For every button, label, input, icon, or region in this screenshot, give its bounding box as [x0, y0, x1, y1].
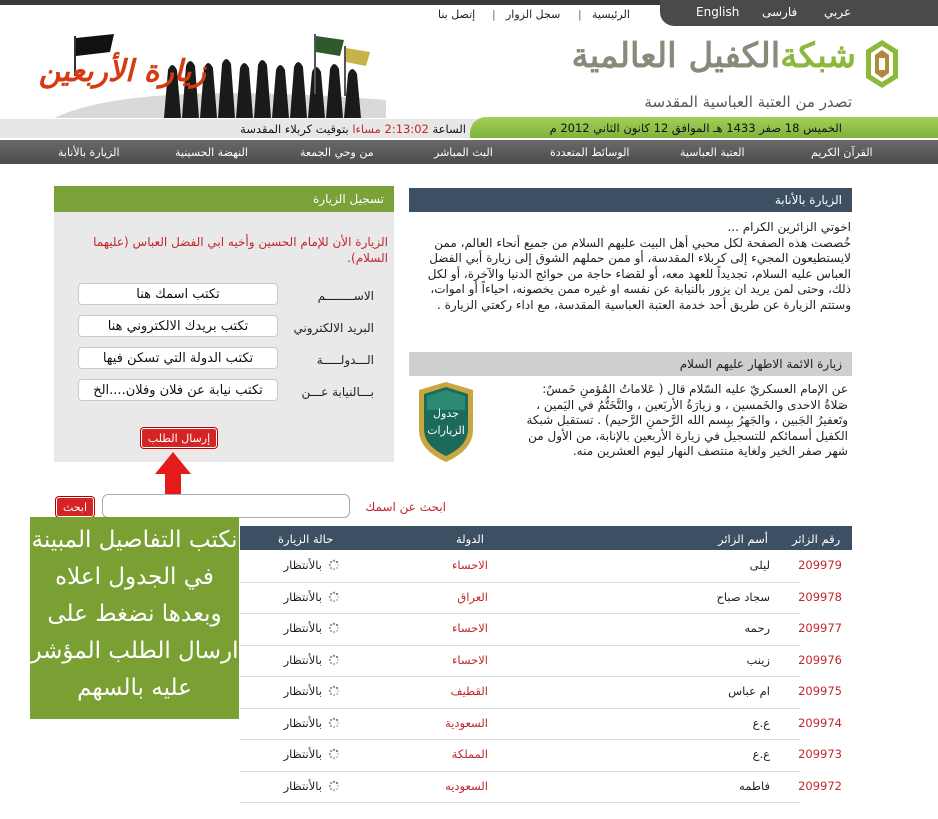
visit-greeting: اخوتي الزائرين الكرام ...	[727, 220, 851, 234]
visitor-number: 209976	[798, 652, 842, 667]
visitor-country: الاحساء	[451, 621, 488, 635]
visitor-number: 209973	[798, 747, 842, 761]
visitor-number: 209972	[798, 778, 842, 793]
visitor-name: فاطمه	[739, 778, 770, 793]
visitor-name: سجاد صباح	[716, 589, 770, 604]
instruction-text: نكتب التفاصيل المبينة في الجدول اعلاه وبعدها نضغط على ارسال الطلب المؤشر عليه بالسهم	[30, 527, 239, 701]
search-label: ابحث عن اسمك	[365, 500, 446, 514]
col-header-country: الدولة	[456, 532, 484, 546]
visitor-number: 209975	[798, 684, 842, 698]
pending-spinner-icon	[328, 717, 340, 729]
pending-spinner-icon	[328, 748, 340, 760]
time-suffix: بتوقيت كربلاء المقدسة	[240, 122, 349, 136]
pending-spinner-icon	[328, 622, 340, 634]
nav-abbas-shrine[interactable]: العتبة العباسية	[680, 146, 745, 159]
karbala-time	[160, 122, 466, 136]
pending-spinner-icon	[328, 591, 340, 603]
visit-status: بالأنتظار	[283, 684, 322, 698]
site-name-grey: الكفيل العالمية	[571, 36, 781, 76]
visitor-number: 209978	[798, 589, 842, 604]
row-divider	[240, 771, 800, 772]
topnav-contact-link[interactable]: إتصل بنا	[438, 8, 476, 21]
visitor-country: السعوديه	[445, 778, 488, 793]
row-divider	[240, 739, 800, 740]
col-header-num: رقم الزائر	[792, 532, 841, 546]
pending-spinner-icon	[328, 685, 340, 697]
on-behalf-label: بـــالنيابة عـــن	[301, 385, 374, 399]
col-header-name: أسم الزائر	[718, 532, 768, 546]
row-divider	[240, 613, 800, 614]
visit-status: بالأنتظار	[283, 652, 322, 667]
visits-schedule-badge[interactable]	[415, 380, 477, 464]
topnav-guestbook-link[interactable]: سجل الزوار	[506, 8, 561, 21]
row-divider	[240, 708, 800, 709]
language-bar	[660, 0, 938, 26]
visitor-number: 209979	[798, 558, 842, 572]
visitor-name: زينب	[746, 652, 770, 667]
visitor-country: الاحساء	[451, 558, 488, 572]
pending-spinner-icon	[328, 654, 340, 666]
row-divider	[240, 582, 800, 583]
badge-line1: جدول	[433, 407, 459, 420]
nav-quran[interactable]: القرآن الكريم	[811, 146, 873, 159]
proxy-visit-header: الزيارة بالأنابة	[409, 188, 852, 212]
visitor-country: السعودية	[445, 715, 488, 730]
site-tagline: تصدر من العتبة العباسية المقدسة	[644, 93, 852, 111]
email-label: البريد الالكتروني	[293, 321, 374, 335]
hijri-gregorian-date: الخميس 18 صفر 1433 هـ الموافق 12 كانون الثاني 2012 م	[549, 121, 842, 135]
visit-status: بالأنتظار	[283, 621, 322, 635]
visit-status: بالأنتظار	[283, 778, 322, 793]
country-label: الـــدولـــــة	[316, 353, 374, 367]
visitor-name: رحمه	[744, 621, 770, 635]
nav-multimedia[interactable]: الوسائط المتعددة	[550, 146, 630, 159]
country-input[interactable]	[78, 347, 278, 369]
time-prefix: الساعة	[432, 122, 466, 136]
pending-spinner-icon	[328, 559, 340, 571]
nav-proxy-visit[interactable]: الزيارة بالأنابة	[58, 146, 120, 159]
search-button[interactable]: ابحث	[56, 497, 94, 517]
banner-title: زيارة الأربعين	[38, 54, 206, 89]
site-name-green: شبكة	[780, 36, 856, 76]
visit-status: بالأنتظار	[283, 747, 322, 761]
badge-line2: الزيارات	[427, 424, 465, 437]
visitor-country: المملكة	[451, 747, 488, 761]
imams-visit-text: عن الإمام العسكريّ عليه السّلام قال ( عَلاماتُ المُؤمنِ خَمسٌ: صَلاةُ الاحدى والخَمسين ، و زيارَةُ الأربَعين ، والتَّخَتُّمُ في اليَمين ، وتَعفيرُ الجَبين ، والجَهرُ ببِسم الله الرَّحمنِ الرَّحيم) . تستقبل شبكة الكفيل أسمائكم للتسجيل في زيارة الأربعين بالإنابة، من الأول من شهر صفر الخير ولغاية منتصف النهار ليوم العشرين منه.	[526, 382, 848, 458]
visitor-name: ليلى	[749, 558, 770, 572]
submit-request-button[interactable]: إرسال الطلب	[141, 428, 217, 448]
visitor-country: القطيف	[450, 684, 488, 698]
nav-husseini-movement[interactable]: النهضة الحسينية	[175, 146, 248, 159]
search-name-input[interactable]	[102, 494, 350, 518]
visit-body: خُصصت هذه الصفحة لكل محبي أهل البيت عليهم السلام من جميع أنحاء العالم، ممن لايستطيعون المجيء إلى كربلاء المقدسة، أو ممن حملهم الشوق إلى زيارة أبي الفضل العباس عليه السلام، تجديداً للعهد معه، أو لقضاء حاجة من حوائج الدنيا والآخرة، أو لكل ذلك، وحتى لمن يريد ان يزور بالنيابة عن نفسه او غيره ممن يخصونه، احياءاً أو اموات، وستتم الزيارة عن طريق أحد خدمة العتبة العباسية المقدسة، مع اداء ركعتي الزيارة .	[427, 235, 851, 312]
site-name[interactable]	[571, 36, 856, 86]
topnav-separator: |	[578, 8, 582, 21]
registration-header: تسجيل الزيارة	[54, 186, 394, 212]
visitor-number: 209977	[798, 621, 842, 635]
visitor-number: 209974	[798, 715, 842, 730]
nav-live-broadcast[interactable]: البث المباشر	[434, 146, 493, 159]
visitor-country: الاحساء	[451, 652, 488, 667]
registration-intro: الزيارة الأن للإمام الحسين وأخيه ابي الفضل العباس (عليهما السلام).	[93, 235, 388, 265]
visit-status: بالأنتظار	[283, 558, 322, 572]
nav-friday-sermon[interactable]: من وحي الجمعة	[300, 146, 374, 159]
row-divider	[240, 645, 800, 646]
proxy-visit-text	[413, 220, 851, 313]
visit-status: بالأنتظار	[283, 715, 322, 730]
topnav-home-link[interactable]: الرئيسية	[592, 8, 630, 21]
visitor-name: ع.ع	[752, 747, 770, 761]
pending-spinner-icon	[328, 780, 340, 792]
name-label: الاســــــــم	[317, 289, 374, 303]
email-input[interactable]	[78, 315, 278, 337]
visit-status: بالأنتظار	[283, 589, 322, 604]
name-input[interactable]	[78, 283, 278, 305]
row-divider	[240, 676, 800, 677]
visitor-country: العراق	[457, 589, 488, 604]
imams-visit-header: زيارة الائمة الاطهار عليهم السلام	[409, 352, 852, 376]
lang-english-link[interactable]: English	[696, 5, 740, 19]
on-behalf-input[interactable]	[78, 379, 278, 401]
visitor-name: ع.ع	[752, 715, 770, 730]
time-value: 2:13:02 مساءا	[352, 122, 429, 136]
topnav-separator: |	[492, 8, 496, 21]
row-divider	[240, 802, 800, 803]
col-header-status: حالة الزيارة	[278, 532, 334, 546]
lang-arabic-link[interactable]: عربي	[824, 5, 852, 19]
kafeel-logo-icon[interactable]	[862, 38, 902, 90]
visitor-name: ام عباس	[728, 684, 770, 698]
lang-farsi-link[interactable]: فارسی	[762, 5, 798, 19]
